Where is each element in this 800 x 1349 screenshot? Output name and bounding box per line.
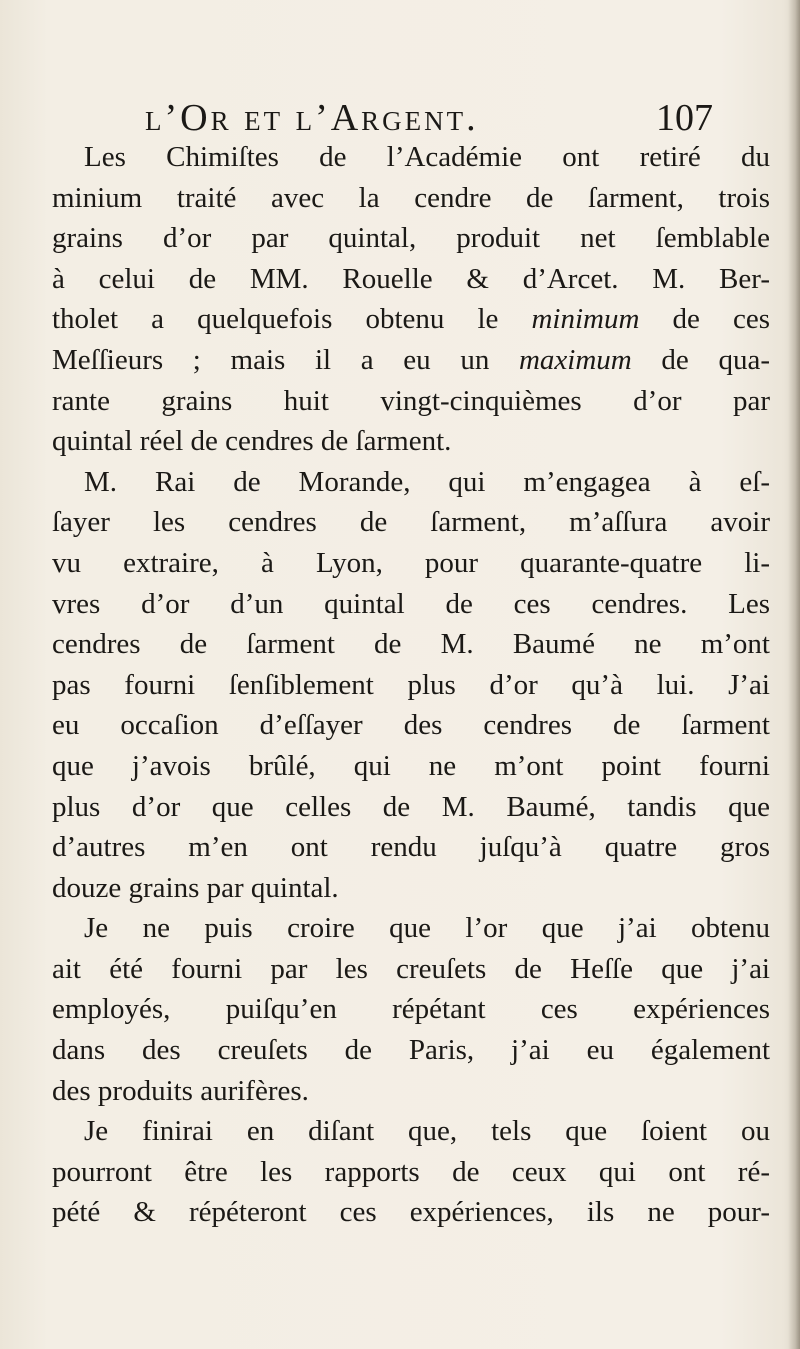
text-line: douze grains par quintal.: [52, 871, 339, 904]
text-line: eu occaſion d’eſſayer des cendres de ſarment: [52, 709, 770, 742]
text-line: des produits aurifères.: [52, 1074, 309, 1107]
text-line: quintal réel de cendres de ſarment.: [52, 425, 452, 458]
text-line: que j’avois brûlé, qui ne m’ont point fourni: [52, 749, 770, 782]
text-segment: de qua-: [631, 343, 770, 376]
text-line: Les Chimiſtes de l’Académie ont retiré du: [84, 141, 770, 173]
text-line: cendres de ſarment de M. Baumé ne m’ont: [52, 628, 770, 661]
text-line: pas fourni ſenſiblement plus d’or qu’à lui. J’ai: [52, 668, 770, 701]
text-line: vu extraire, à Lyon, pour quarante-quatre li-: [52, 546, 770, 579]
text-line: grains d’or par quintal, produit net ſemblable: [52, 222, 770, 255]
italic-term: maximum: [518, 343, 632, 376]
body-text: [52, 137, 770, 1233]
text-line: [52, 340, 770, 381]
text-line: M. Rai de Morande, qui m’engagea à eſ-: [84, 465, 770, 498]
italic-term: minimum: [531, 303, 640, 336]
text-segment: de ces: [639, 303, 770, 336]
text-line: plus d’or que celles de M. Baumé, tandis que: [52, 790, 770, 823]
text-line: ait été fourni par les creuſets de Heſſe que j’ai: [52, 952, 770, 985]
text-line: Je finirai en diſant que, tels que ſoient ou: [84, 1115, 770, 1148]
text-line: pourront être les rapports de ceux qui ont ré-: [52, 1155, 770, 1188]
page-edge-shadow: [788, 0, 800, 1349]
text-line: dans des creuſets de Paris, j’ai eu également: [52, 1034, 770, 1067]
running-head-title: l’Or et l’Argent.: [145, 97, 479, 139]
page-number: 107: [656, 97, 713, 139]
text-line: vres d’or d’un quintal de ces cendres. Les: [52, 587, 770, 620]
text-line: rante grains huit vingt-cinquièmes d’or par: [52, 384, 770, 417]
text-line: [52, 299, 770, 340]
text-line: à celui de MM. Rouelle & d’Arcet. M. Ber-: [52, 262, 770, 295]
text-segment: Meſſieurs ; mais il a eu un: [52, 343, 519, 376]
running-head: [0, 96, 800, 140]
text-line: employés, puiſqu’en répétant ces expériences: [52, 993, 770, 1026]
text-line: minium traité avec la cendre de ſarment, trois: [52, 181, 770, 214]
text-line: ſayer les cendres de ſarment, m’aſſura avoir: [52, 506, 770, 539]
text-segment: tholet a quelquefois obtenu le: [52, 303, 532, 336]
text-line: Je ne puis croire que l’or que j’ai obtenu: [84, 912, 770, 945]
text-line: d’autres m’en ont rendu juſqu’à quatre gros: [52, 831, 770, 864]
text-line: pété & répéteront ces expériences, ils ne pour-: [52, 1196, 770, 1229]
